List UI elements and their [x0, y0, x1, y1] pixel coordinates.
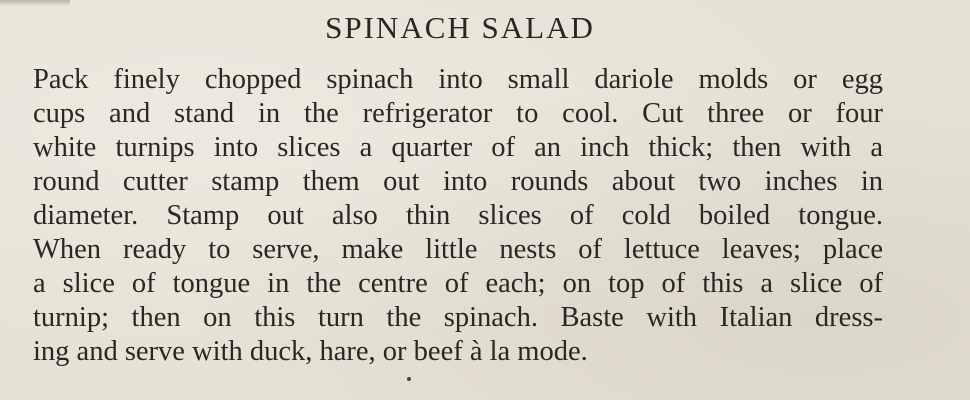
recipe-title: SPINACH SALAD: [325, 10, 595, 45]
page-edge-shadow: [0, 0, 70, 6]
text-line: round cutter stamp them out into rounds about two inches in: [33, 166, 883, 197]
text-line: a slice of tongue in the centre of each; on top of this a slice of: [33, 268, 883, 299]
text-line: turnip; then on this turn the spinach. Baste with Italian dress-: [33, 302, 883, 333]
text-line: cups and stand in the refrigerator to cool. Cut three or four: [33, 98, 883, 129]
text-line: When ready to serve, make little nests of lettuce leaves; place: [33, 234, 883, 265]
text-line: ing and serve with duck, hare, or beef à la mode.: [33, 336, 588, 367]
text-line: Pack finely chopped spinach into small dariole molds or egg: [33, 64, 883, 95]
ink-speck: [407, 377, 411, 381]
recipe-body: [33, 63, 883, 369]
text-line: diameter. Stamp out also thin slices of cold boiled tongue.: [33, 200, 883, 231]
text-line: white turnips into slices a quarter of an inch thick; then with a: [33, 132, 883, 163]
